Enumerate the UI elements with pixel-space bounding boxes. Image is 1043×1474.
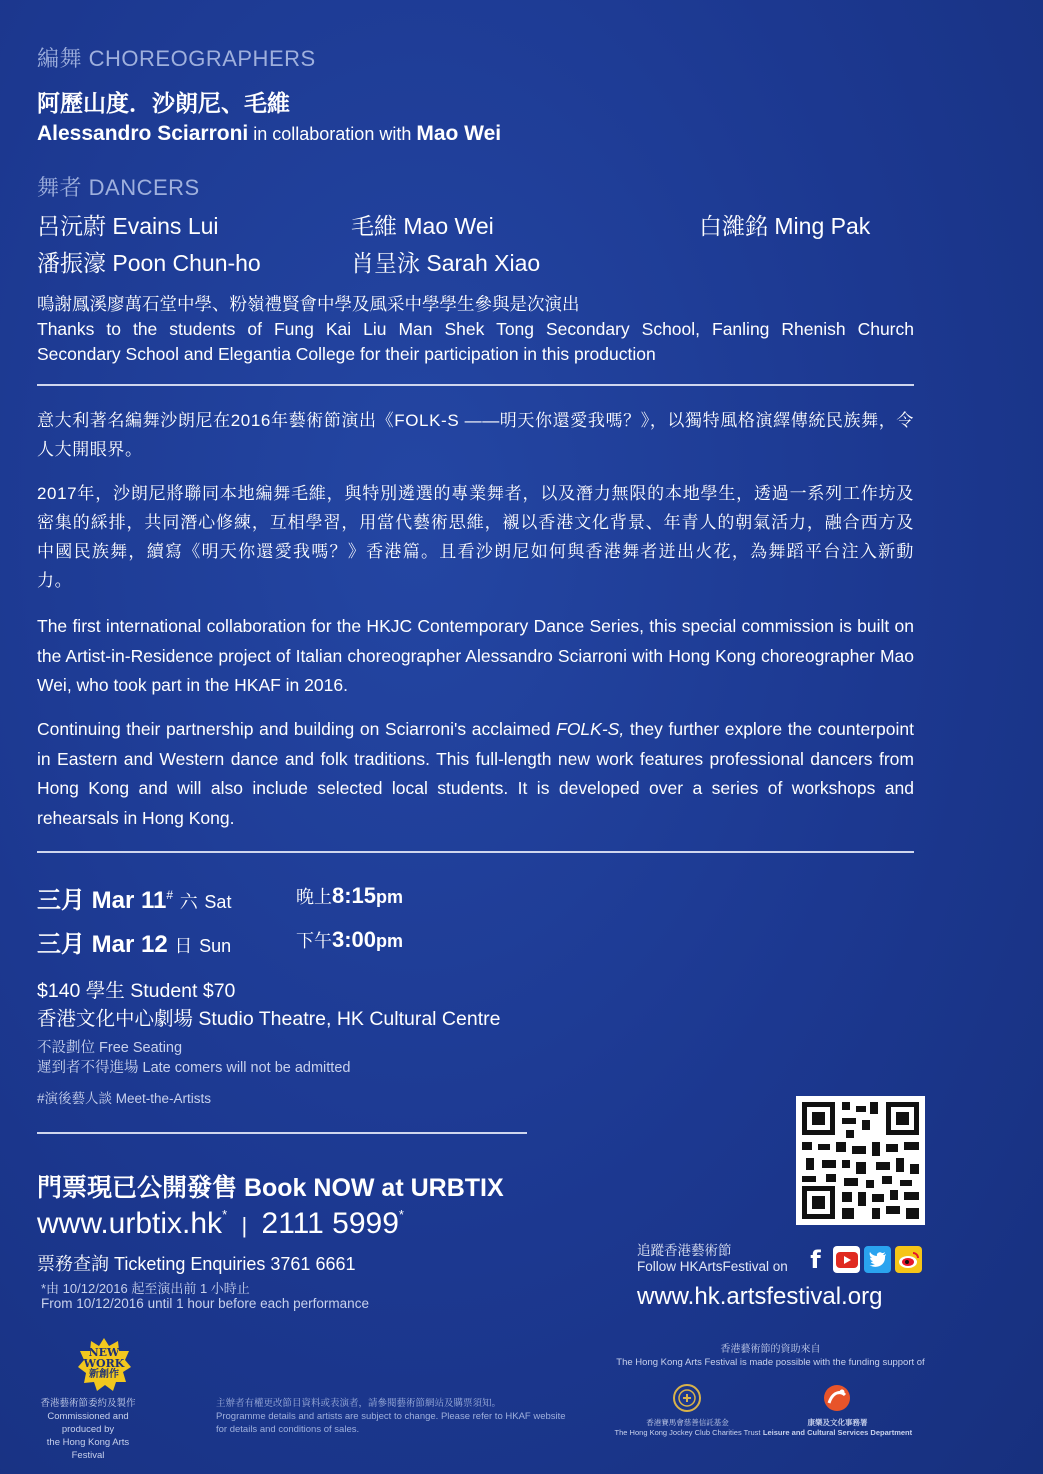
performance-1-month: 三月	[37, 887, 85, 914]
follow-en: Follow HKArtsFestival on	[637, 1259, 788, 1274]
dancer-1	[37, 208, 219, 241]
ticket-price: $140 學生 Student $70	[37, 980, 236, 1002]
dancer-5	[351, 245, 540, 278]
commissioned-en-1: Commissioned and produced by	[47, 1411, 129, 1435]
sponsor-2-zh: 康樂及文化事務署	[807, 1418, 868, 1427]
dancer-2-en: Mao Wei	[403, 213, 494, 239]
contact-separator: |	[241, 1213, 248, 1238]
booking-note-en: From 10/12/2016 until 1 hour before each performance	[41, 1296, 369, 1311]
choreographers-names-en	[37, 122, 501, 146]
urbtix-link[interactable]: www.urbtix.hk	[37, 1207, 223, 1240]
lcsd-emblem-icon	[822, 1383, 852, 1413]
dancer-3-zh: 白濰銘	[699, 213, 768, 239]
performance-2-time	[296, 926, 403, 954]
youtube-icon[interactable]	[833, 1246, 860, 1273]
disclaimer-en-1: Programme details and artists are subject to change. Please refer to HKAF website	[216, 1411, 566, 1422]
collaboration-text: in collaboration with	[248, 124, 417, 144]
lcsd-logo	[822, 1383, 852, 1413]
booking-note-zh: *由 10/12/2016 起至演出前 1 小時止	[41, 1281, 250, 1296]
url-footnote-mark: *	[222, 1207, 228, 1222]
folk-s-title: FOLK-S,	[556, 719, 625, 739]
funding-en: The Hong Kong Arts Festival is made possible with the funding support of	[616, 1357, 925, 1368]
performance-1-weekday-zh: 六	[179, 892, 198, 912]
badge-line-3: 新創作	[89, 1369, 119, 1380]
social-icons	[802, 1246, 922, 1273]
performance-1-clock: 8:15	[332, 883, 377, 908]
performance-2-ampm: pm	[376, 931, 404, 951]
funding-note	[598, 1343, 943, 1369]
phone-footnote-mark: *	[398, 1207, 404, 1222]
choreographers-names-zh: 阿歷山度．沙朗尼、毛維	[37, 90, 290, 116]
dancer-3-en: Ming Pak	[774, 213, 871, 239]
dancer-2	[351, 208, 494, 241]
choreographer-2-name: Mao Wei	[416, 122, 502, 145]
hkjc-emblem-icon	[672, 1383, 702, 1413]
dancer-4-en: Poon Chun-ho	[112, 250, 261, 276]
ticketing-enquiries: 票務查詢 Ticketing Enquiries 3761 6661	[37, 1254, 356, 1274]
description-en-1: The first international collaboration for the HKJC Contemporary Dance Series, this special commission is built on the Artist-in-Residence project of Italian choreographer Alessandro Sciarroni with Hong Kong choreographer Mao Wei, who took part in the HKAF in 2016.	[37, 616, 914, 695]
divider-3	[37, 1132, 527, 1134]
dancer-3	[699, 208, 870, 241]
divider-2	[37, 851, 914, 853]
follow-zh: 追蹤香港藝術節	[637, 1243, 732, 1258]
sponsor-2	[760, 1418, 915, 1438]
thanks-en-line1: Thanks to the students of Fung Kai Liu Man Shek Tong Secondary School, Fanling Rhenish Church	[37, 319, 914, 339]
performance-2-day: Mar 12	[91, 931, 168, 958]
weibo-icon[interactable]	[895, 1246, 922, 1273]
twitter-icon[interactable]	[864, 1246, 891, 1273]
performance-1-ampm: pm	[376, 887, 404, 907]
dancer-5-en: Sarah Xiao	[426, 250, 541, 276]
disclaimer	[216, 1397, 576, 1436]
performance-1-weekday-en: Sat	[204, 892, 232, 912]
performance-2-period: 下午	[296, 931, 332, 951]
performance-1-mark: #	[166, 888, 174, 902]
performance-2-clock: 3:00	[332, 927, 377, 952]
dancer-4-zh: 潘振濠	[37, 250, 106, 276]
description-zh-2: 2017年，沙朗尼將聯同本地編舞毛維，與特別遴選的專業舞者，以及潛力無限的本地學生，透過一系列工作坊及密集的綵排，共同潛心修練，互相學習，用當代藝術思維，襯以香港文化背景、年青人的朝氣活力，融合西方及中國民族舞，續寫《明天你還愛我嗎？》香港篇。且看沙朗尼如何與香港舞者迸出火花，為舞蹈平台注入新動力。	[37, 484, 914, 590]
divider-1	[37, 384, 914, 386]
dancer-1-zh: 呂沅蔚	[37, 213, 106, 239]
qr-code[interactable]	[796, 1096, 925, 1225]
meet-the-artists-note: #演後藝人談 Meet-the-Artists	[37, 1091, 212, 1106]
description-en-2-part-a: Continuing their partnership and building on Sciarroni's acclaimed	[37, 719, 557, 739]
choreographers-label-zh: 編舞	[37, 46, 83, 71]
performance-1-period: 晚上	[296, 887, 332, 907]
booking-contact	[37, 1207, 404, 1241]
dancer-1-en: Evains Lui	[112, 213, 219, 239]
dancer-5-zh: 肖呈泳	[351, 250, 420, 276]
performance-2-month: 三月	[37, 931, 85, 958]
disclaimer-zh: 主辦者有權更改節目資料或表演者，請參閱藝術節網站及購票須知。	[216, 1398, 502, 1409]
badge-line-1: NEW	[88, 1346, 120, 1359]
description-en-2-part-b: they further explore the counterpoint in Eastern and Western dance and folk traditions. This full-length new work features professional dancers from Hong Kong and will also include selected local students. It is developed over a series of workshops and rehearsals in Hong Kong.	[37, 719, 914, 828]
disclaimer-en-2: for details and conditions of sales.	[216, 1424, 360, 1435]
sponsor-2-en: Leisure and Cultural Services Department	[762, 1428, 913, 1437]
performance-2-weekday-en: Sun	[199, 936, 232, 956]
performance-1-time	[296, 882, 403, 910]
commissioned-zh: 香港藝術節委約及製作	[40, 1398, 136, 1409]
choreographers-label-en: CHOREOGRAPHERS	[88, 46, 316, 71]
performance-1-date	[37, 880, 231, 915]
performance-2-weekday-zh: 日	[174, 936, 193, 956]
badge-line-2: WORK	[83, 1357, 125, 1370]
booking-phone: 2111 5999	[261, 1207, 399, 1240]
sponsor-1	[610, 1418, 765, 1438]
description-zh-1: 意大利著名編舞沙朗尼在2016年藝術節演出《FOLK-S ——明天你還愛我嗎？》，以獨特風格演繹傳統民族舞，令人大開眼界。	[37, 411, 914, 459]
dancers-label-en: DANCERS	[88, 175, 200, 200]
thanks-en-line2: Secondary School and Elegantia College for their participation in this production	[37, 344, 656, 364]
sponsor-1-zh: 香港賽馬會慈善信託基金	[646, 1418, 729, 1427]
description-en-2	[37, 715, 914, 833]
performance-1-day: Mar 11	[91, 887, 167, 914]
commissioned-credit	[30, 1397, 146, 1462]
new-work-badge	[77, 1338, 131, 1392]
festival-website[interactable]: www.hk.artsfestival.org	[637, 1283, 883, 1310]
commissioned-en-2: the Hong Kong Arts Festival	[46, 1437, 130, 1461]
thanks-block	[37, 292, 914, 367]
dancers-label-zh: 舞者	[37, 175, 83, 200]
sponsor-1-en: The Hong Kong Jockey Club Charities Trust	[614, 1428, 761, 1437]
funding-zh: 香港藝術節的資助來自	[720, 1344, 821, 1355]
hkjc-logo	[672, 1383, 702, 1413]
performance-2-date	[37, 924, 231, 959]
dancer-4	[37, 245, 261, 278]
thanks-zh: 鳴謝鳳溪廖萬石堂中學、粉嶺禮賢會中學及風采中學學生參與是次演出	[37, 294, 580, 314]
follow-label	[637, 1243, 788, 1275]
dancers-label	[37, 171, 200, 202]
seating-note: 不設劃位 Free Seating	[37, 1040, 183, 1056]
late-comers-note: 遲到者不得進場 Late comers will not be admitted	[37, 1060, 351, 1076]
venue: 香港文化中心劇場 Studio Theatre, HK Cultural Centre	[37, 1008, 501, 1030]
dancer-2-zh: 毛維	[351, 213, 397, 239]
choreographer-1-name: Alessandro Sciarroni	[37, 122, 249, 145]
qr-code-icon	[796, 1096, 925, 1225]
facebook-icon[interactable]: f	[810, 1245, 821, 1274]
booking-headline: 門票現已公開發售 Book NOW at URBTIX	[37, 1174, 504, 1202]
choreographers-label	[37, 42, 316, 73]
